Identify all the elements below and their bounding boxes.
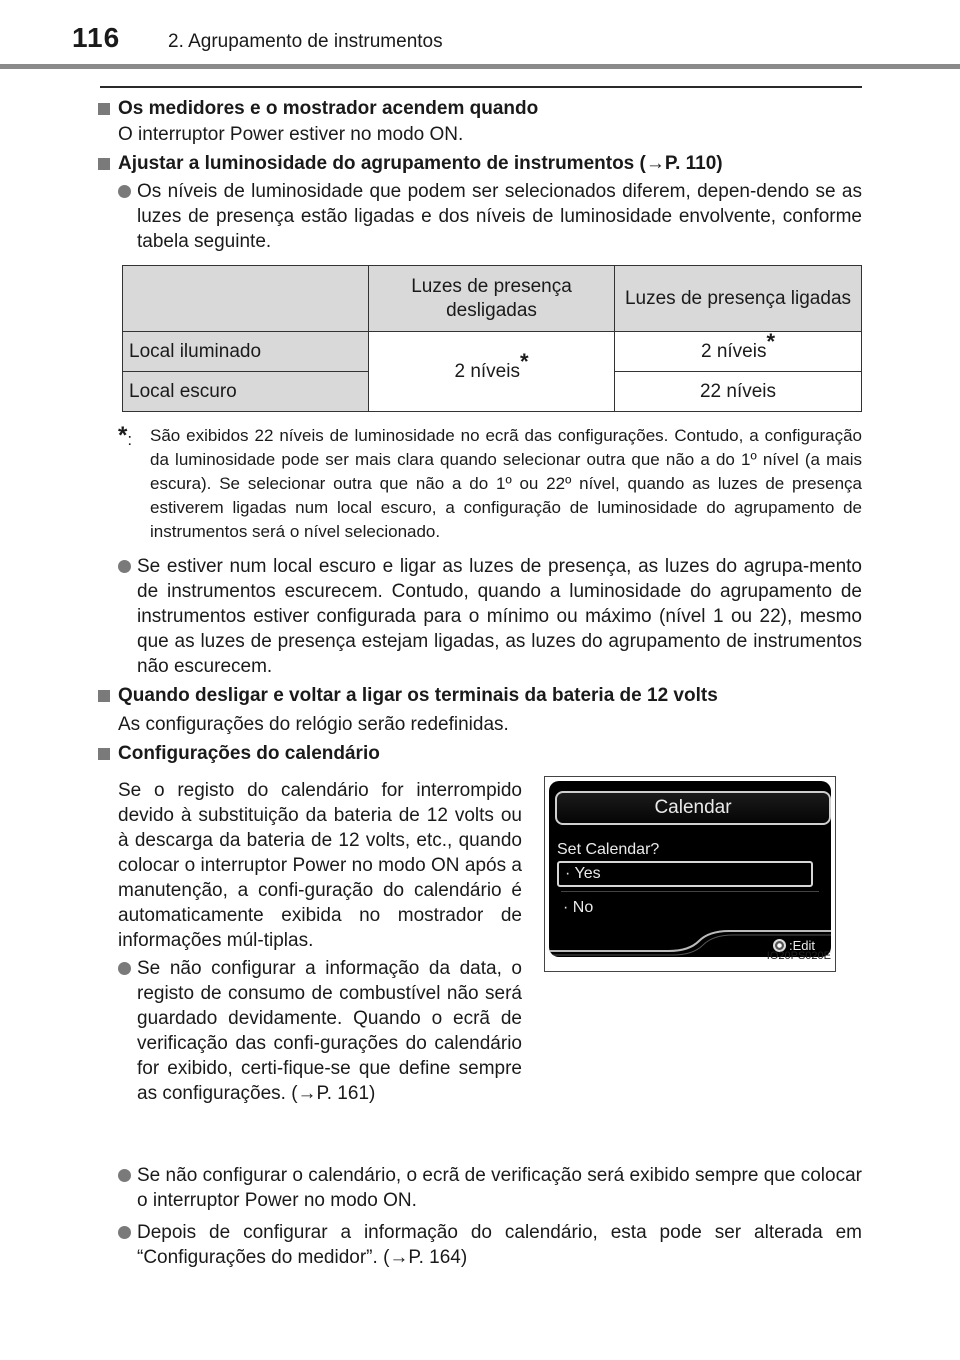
list-item: Os níveis de luminosidade que podem ser selecionados diferem, depen-dendo se as luzes de presença estão ligadas e dos níveis de luminosidade envolvente, conforme tabela seguinte. <box>98 179 862 254</box>
table-corner-cell <box>123 266 369 332</box>
screen-option-no: · No <box>563 899 594 916</box>
list-item: Se estiver num local escuro e ligar as luzes de presença, as luzes do agrupa-mento de instrumentos escurecem. Contudo, quando a luminosidade do agrupamento de instrumentos estiver configurada para o mínimo ou máximo (nível 1 ou 22), mesmo que as luzes de presença estejam ligadas, as luzes do agrupamento de instrumentos não escurecem. <box>98 554 862 679</box>
table-row-label-bright: Local iluminado <box>123 332 369 372</box>
list-item: Se não configurar a informação da data, o registo de consumo de combustível não será guardado devidamente. Quando o ecrã de verificação das confi-gurações do calendário for exibido, certi-fique-se que define sempre as configurações. (→P. 161) <box>118 956 522 1106</box>
table-cell-bright-on: 2 níveis* <box>615 332 862 372</box>
calendar-paragraph: Se o registo do calendário for interrompido devido à substituição da bateria de 12 volts ou à descarga da bateria de 12 volts, etc., quando colocar o interruptor Power no modo ON após a manutenção, a confi-guração do calendário é automaticamente exibida no mostrador de informações múl-tiplas. <box>118 780 522 951</box>
screen-separator <box>561 891 819 892</box>
section-top-rule <box>100 86 862 88</box>
section-heading-calendar: Configurações do calendário <box>98 741 862 766</box>
section-heading-gauges: Os medidores e o mostrador acendem quando <box>98 96 862 121</box>
brightness-table <box>122 265 862 412</box>
circle-bullet-icon <box>118 962 131 975</box>
section-text-gauges: O interruptor Power estiver no modo ON. <box>118 124 464 145</box>
screen-question: Set Calendar? <box>557 841 660 858</box>
table-row-label-dark: Local escuro <box>123 372 369 412</box>
display-screen <box>549 781 831 957</box>
page-header <box>0 0 960 70</box>
screen-edit-hint: :Edit <box>773 933 815 957</box>
header-rule <box>0 64 960 69</box>
table-footnote: *: São exibidos 22 níveis de luminosidade no ecrã das configurações. Contudo, a configuração da luminosidade pode ser mais clara quando selecionar outra que não a do 1º nível (a mais escura). Se selecionar outra que não a do 1º ou 22º nível, quando as luzes de presença estiverem ligadas num local escuro, a configuração de luminosidade do agrupamento de instrumentos será o nível selecionado. <box>98 424 862 544</box>
table-header-lights-off: Luzes de presença desligadas <box>369 266 615 332</box>
page-content <box>98 94 862 1270</box>
screen-title: Calendar <box>555 791 831 825</box>
square-bullet-icon <box>98 690 110 702</box>
screen-option-yes: · Yes <box>557 861 813 887</box>
table-header-lights-on: Luzes de presença ligadas <box>615 266 862 332</box>
square-bullet-icon <box>98 158 110 170</box>
calendar-more-bullets <box>98 1163 862 1270</box>
table-cell-dark-on: 22 níveis <box>615 372 862 412</box>
circle-bullet-icon <box>118 1226 131 1239</box>
table-cell-merged: 2 níveis* <box>369 332 615 412</box>
section-heading-brightness: Ajustar a luminosidade do agrupamento de instrumentos (→P. 110) <box>98 151 862 176</box>
page-number: 116 <box>72 22 121 53</box>
image-code: IO20PS020E <box>766 950 831 962</box>
calendar-block <box>98 770 862 1160</box>
circle-bullet-icon <box>118 560 131 573</box>
section-text-battery: As configurações do relógio serão redefinidas. <box>118 714 509 735</box>
calendar-text <box>118 770 522 1106</box>
circle-bullet-icon <box>118 1169 131 1182</box>
square-bullet-icon <box>98 748 110 760</box>
list-item: Se não configurar o calendário, o ecrã de verificação será exibido sempre que colocar o interruptor Power no modo ON. <box>98 1163 862 1213</box>
square-bullet-icon <box>98 103 110 115</box>
calendar-screen-image <box>544 776 836 972</box>
footnote-mark: *: <box>118 422 133 449</box>
chapter-title: 2. Agrupamento de instrumentos <box>168 31 443 52</box>
section-heading-battery: Quando desligar e voltar a ligar os terminais da bateria de 12 volts <box>98 683 862 708</box>
list-item: Depois de configurar a informação do calendário, esta pode ser alterada em “Configurações do medidor”. (→P. 164) <box>98 1220 862 1270</box>
circle-bullet-icon <box>118 185 131 198</box>
